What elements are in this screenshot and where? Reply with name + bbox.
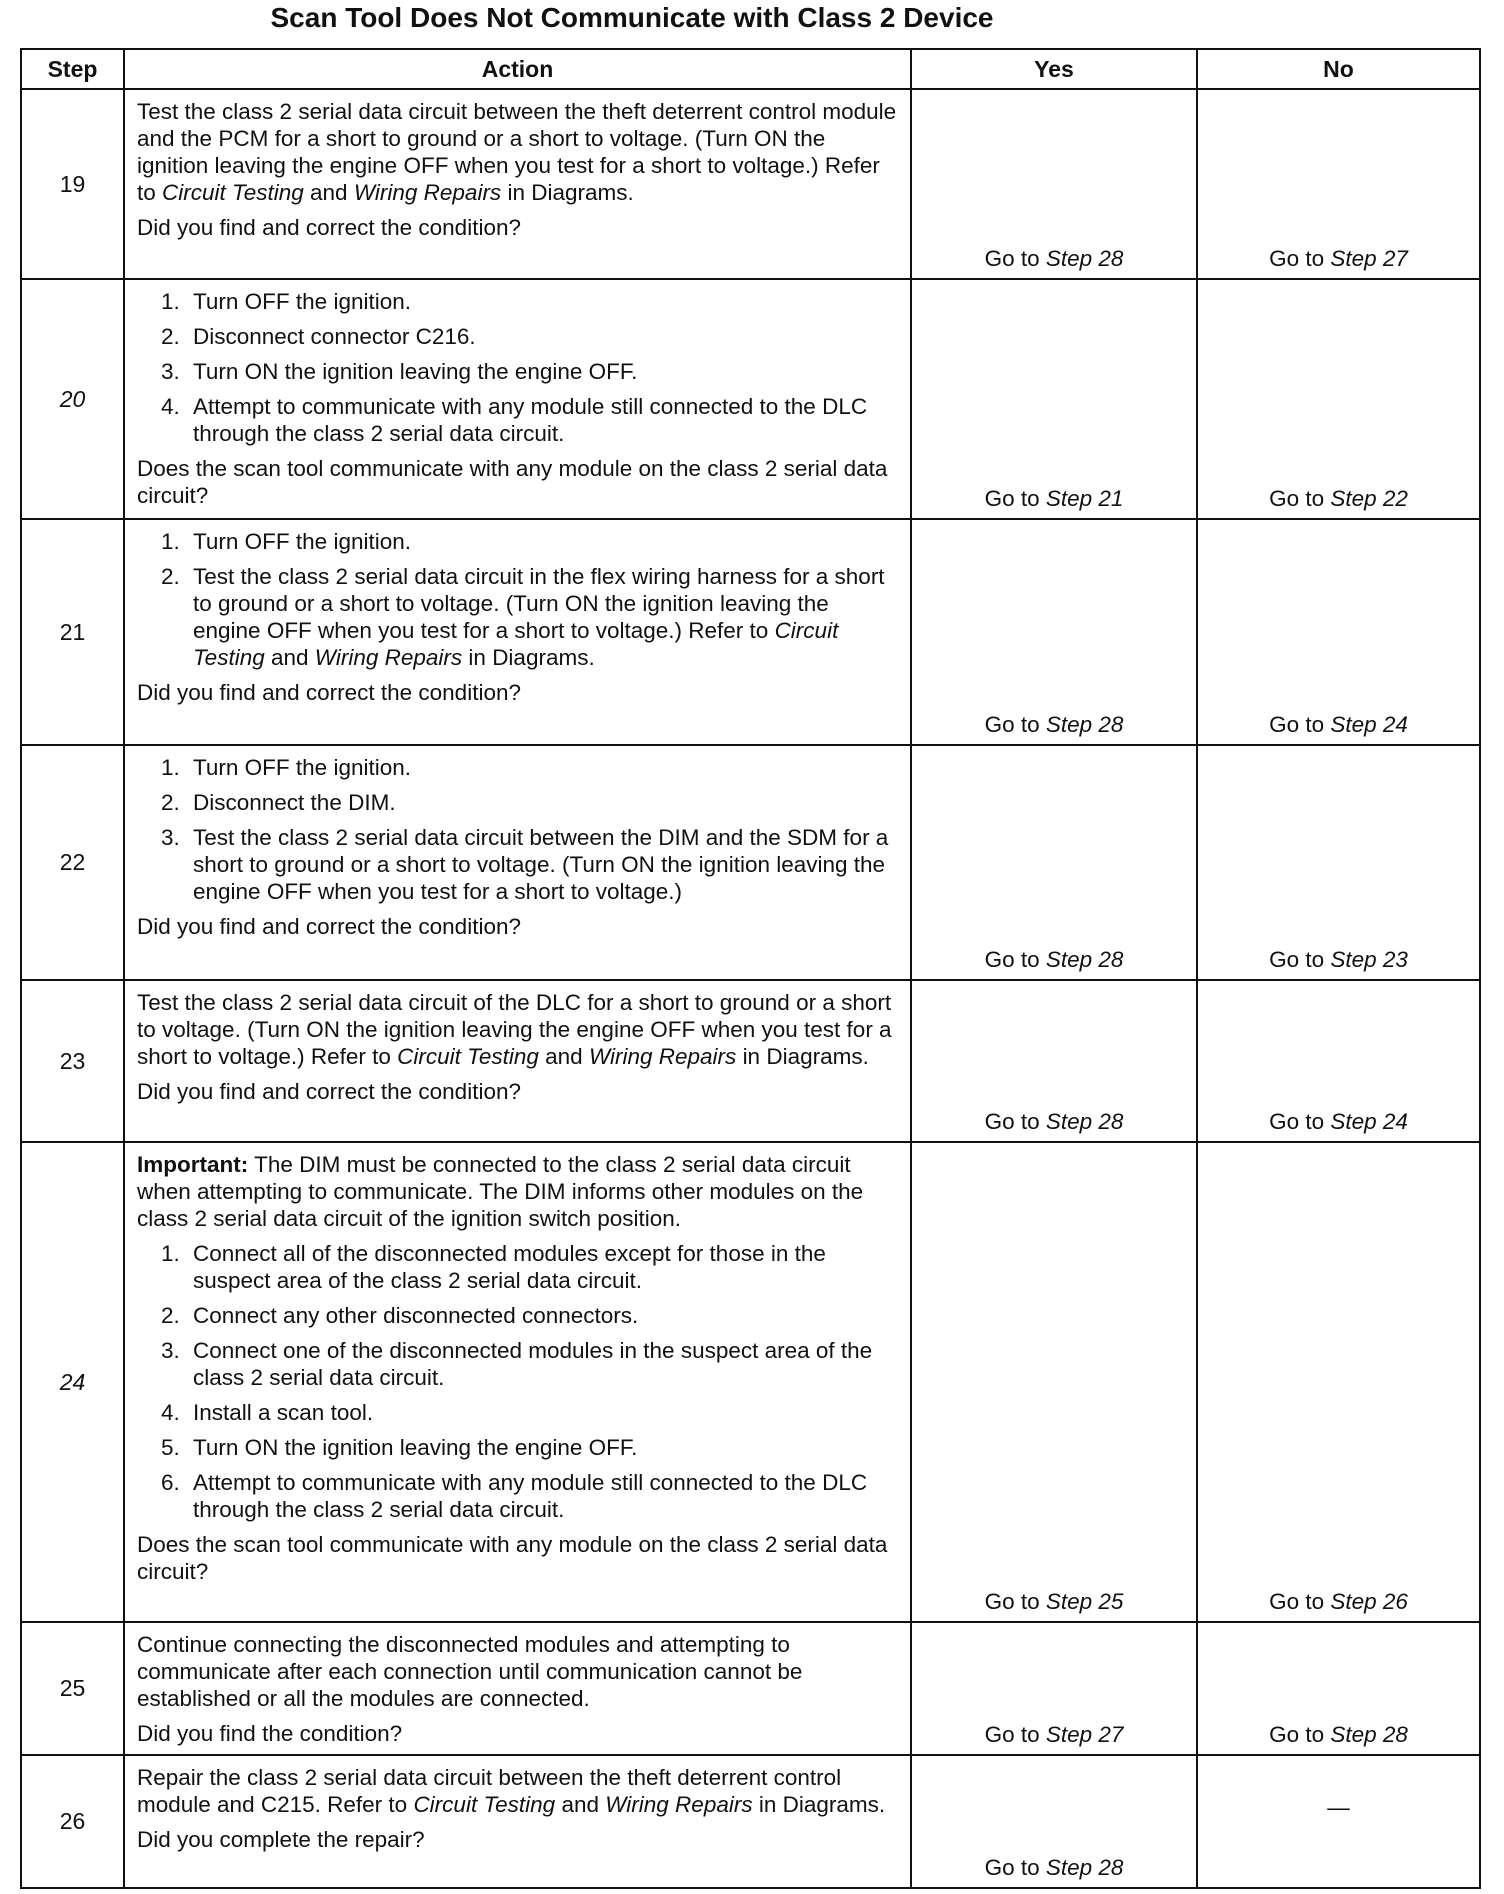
table-row-step-24 [21, 1142, 1480, 1622]
action-steps-list [137, 754, 900, 905]
important-label: Important: [137, 1152, 249, 1177]
list-item: 1. Turn OFF the ignition. [161, 289, 412, 314]
list-item: 1. Turn OFF the ignition. [161, 755, 412, 780]
list-item: 2. Disconnect the DIM. [161, 790, 396, 815]
action-question: Did you find the condition? [137, 1721, 403, 1746]
list-item: 1. Turn OFF the ignition. [161, 529, 412, 554]
step-number: 23 [21, 980, 124, 1142]
yes-step-ref: Step 28 [1045, 712, 1124, 737]
table-row-step-21 [21, 519, 1480, 745]
header-yes: Yes [911, 49, 1197, 89]
no-cell: Go to Step 22 [1197, 279, 1480, 519]
list-item: 2. Disconnect connector C216. [161, 324, 476, 349]
action-question: Did you find and correct the condition? [137, 914, 521, 939]
list-item: 4. Install a scan tool. [161, 1400, 374, 1425]
reference-link: Wiring Repairs [605, 1792, 753, 1817]
yes-cell: Go to Step 21 [911, 279, 1197, 519]
header-no: No [1197, 49, 1480, 89]
list-item: 1. Connect all of the disconnected modules except for those in the suspect area of the class 2 serial data circuit. [161, 1241, 826, 1293]
page-title: Scan Tool Does Not Communicate with Class 2 Device [270, 2, 994, 33]
action-question: Did you find and correct the condition? [137, 1079, 521, 1104]
table-row-step-23 [21, 980, 1480, 1142]
yes-cell: Go to Step 28 [911, 1755, 1197, 1888]
action-cell [124, 1622, 911, 1755]
action-question: Did you find and correct the condition? [137, 680, 521, 705]
action-cell [124, 279, 911, 519]
no-action-dash: — [1327, 1795, 1350, 1820]
reference-link: Wiring Repairs [588, 1044, 737, 1069]
table-row-step-25 [21, 1622, 1480, 1755]
table-row-step-19 [21, 89, 1480, 279]
yes-cell: Go to Step 28 [911, 519, 1197, 745]
yes-cell: Go to Step 28 [911, 745, 1197, 980]
yes-step-ref: Step 21 [1045, 486, 1124, 511]
important-note: Important: The DIM must be connected to the class 2 serial data circuit when attempting to communicate. The DIM informs other modules on the class 2 serial data circuit of the ignition switch position. [137, 1152, 864, 1231]
yes-step-ref: Step 28 [1045, 1109, 1124, 1134]
list-item: 2. Test the class 2 serial data circuit in the flex wiring harness for a short to ground or a short to voltage. (Turn ON the ignition leaving the engine OFF when you test for a short to voltage.) Refer to Circuit Testing and Wiring Repairs in Diagrams. [161, 564, 885, 670]
no-step-ref: Step 26 [1330, 1589, 1408, 1614]
yes-cell: Go to Step 25 [911, 1142, 1197, 1622]
action-cell [124, 980, 911, 1142]
action-cell [124, 89, 911, 279]
action-question: Did you find and correct the condition? [137, 215, 521, 240]
yes-step-ref: Step 28 [1045, 947, 1124, 972]
yes-cell: Go to Step 28 [911, 980, 1197, 1142]
diagnostic-table [20, 48, 1481, 1889]
step-number: 21 [21, 519, 124, 745]
header-action: Action [124, 49, 911, 89]
yes-step-ref: Step 28 [1045, 246, 1124, 271]
no-step-ref: Step 24 [1330, 1109, 1408, 1134]
action-question: Does the scan tool communicate with any module on the class 2 serial data circuit? [137, 456, 888, 508]
yes-cell: Go to Step 28 [911, 89, 1197, 279]
step-number: 25 [21, 1622, 124, 1755]
action-question: Does the scan tool communicate with any module on the class 2 serial data circuit? [137, 1532, 888, 1584]
action-text: Test the class 2 serial data circuit of the DLC for a short to ground or a short to voltage. (Turn ON the ignition leaving the engine OFF when you test for a short to voltage.) Refer to Circuit Testing and Wiring Repairs in Diagrams. [137, 990, 892, 1069]
reference-link: Wiring Repairs [314, 645, 463, 670]
list-item: 4. Attempt to communicate with any module still connected to the DLC through the class 2 serial data circuit. [161, 394, 868, 446]
header-step: Step [21, 49, 124, 89]
yes-step-ref: Step 25 [1045, 1589, 1124, 1614]
reference-link: Circuit Testing [413, 1792, 556, 1817]
list-item: 3. Turn ON the ignition leaving the engine OFF. [161, 359, 638, 384]
action-text: Continue connecting the disconnected modules and attempting to communicate after each connection until communication cannot be established or all the modules are connected. [137, 1632, 803, 1711]
action-question: Did you complete the repair? [137, 1827, 425, 1852]
no-step-ref: Step 24 [1330, 712, 1408, 737]
action-steps-list [137, 288, 900, 447]
action-cell [124, 745, 911, 980]
table-header-row [21, 49, 1480, 89]
action-text: Test the class 2 serial data circuit between the theft deterrent control module and the PCM for a short to ground or a short to voltage. (Turn ON the ignition leaving the engine OFF when you test for a short to voltage.) Refer to Circuit Testing and Wiring Repairs in Diagrams. [137, 99, 897, 205]
action-cell [124, 1755, 911, 1888]
step-number: 22 [21, 745, 124, 980]
step-number: 26 [21, 1755, 124, 1888]
yes-step-ref: Step 28 [1045, 1855, 1124, 1880]
no-cell [1197, 1755, 1480, 1888]
reference-link: Circuit Testing [397, 1044, 539, 1069]
action-cell [124, 1142, 911, 1622]
reference-link: Circuit Testing [162, 180, 304, 205]
no-cell: Go to Step 27 [1197, 89, 1480, 279]
step-number: 24 [21, 1142, 124, 1622]
action-steps-list [137, 528, 900, 671]
step-number: 19 [21, 89, 124, 279]
no-step-ref: Step 22 [1330, 486, 1408, 511]
yes-cell: Go to Step 27 [911, 1622, 1197, 1755]
list-item: 2. Connect any other disconnected connectors. [161, 1303, 639, 1328]
table-row-step-20 [21, 279, 1480, 519]
no-cell: Go to Step 28 [1197, 1622, 1480, 1755]
no-step-ref: Step 23 [1330, 947, 1408, 972]
table-row-step-26 [21, 1755, 1480, 1888]
reference-link: Circuit Testing [193, 618, 839, 670]
reference-link: Wiring Repairs [353, 180, 502, 205]
table-row-step-22 [21, 745, 1480, 980]
list-item: 3. Connect one of the disconnected modules in the suspect area of the class 2 serial data circuit. [161, 1338, 873, 1390]
no-step-ref: Step 28 [1330, 1722, 1408, 1747]
no-cell: Go to Step 24 [1197, 519, 1480, 745]
action-cell [124, 519, 911, 745]
action-steps-list [137, 1240, 900, 1523]
step-number: 20 [21, 279, 124, 519]
no-step-ref: Step 27 [1330, 246, 1408, 271]
action-text: Repair the class 2 serial data circuit between the theft deterrent control module and C215. Refer to Circuit Testing and Wiring Repairs in Diagrams. [137, 1765, 886, 1817]
yes-step-ref: Step 27 [1045, 1722, 1124, 1747]
list-item: 5. Turn ON the ignition leaving the engine OFF. [161, 1435, 638, 1460]
no-cell: Go to Step 26 [1197, 1142, 1480, 1622]
list-item: 3. Test the class 2 serial data circuit between the DIM and the SDM for a short to ground or a short to voltage. (Turn ON the ignition leaving the engine OFF when you test for a short to voltage.) [161, 825, 889, 904]
no-cell: Go to Step 23 [1197, 745, 1480, 980]
list-item: 6. Attempt to communicate with any module still connected to the DLC through the class 2 serial data circuit. [161, 1470, 868, 1522]
no-cell: Go to Step 24 [1197, 980, 1480, 1142]
